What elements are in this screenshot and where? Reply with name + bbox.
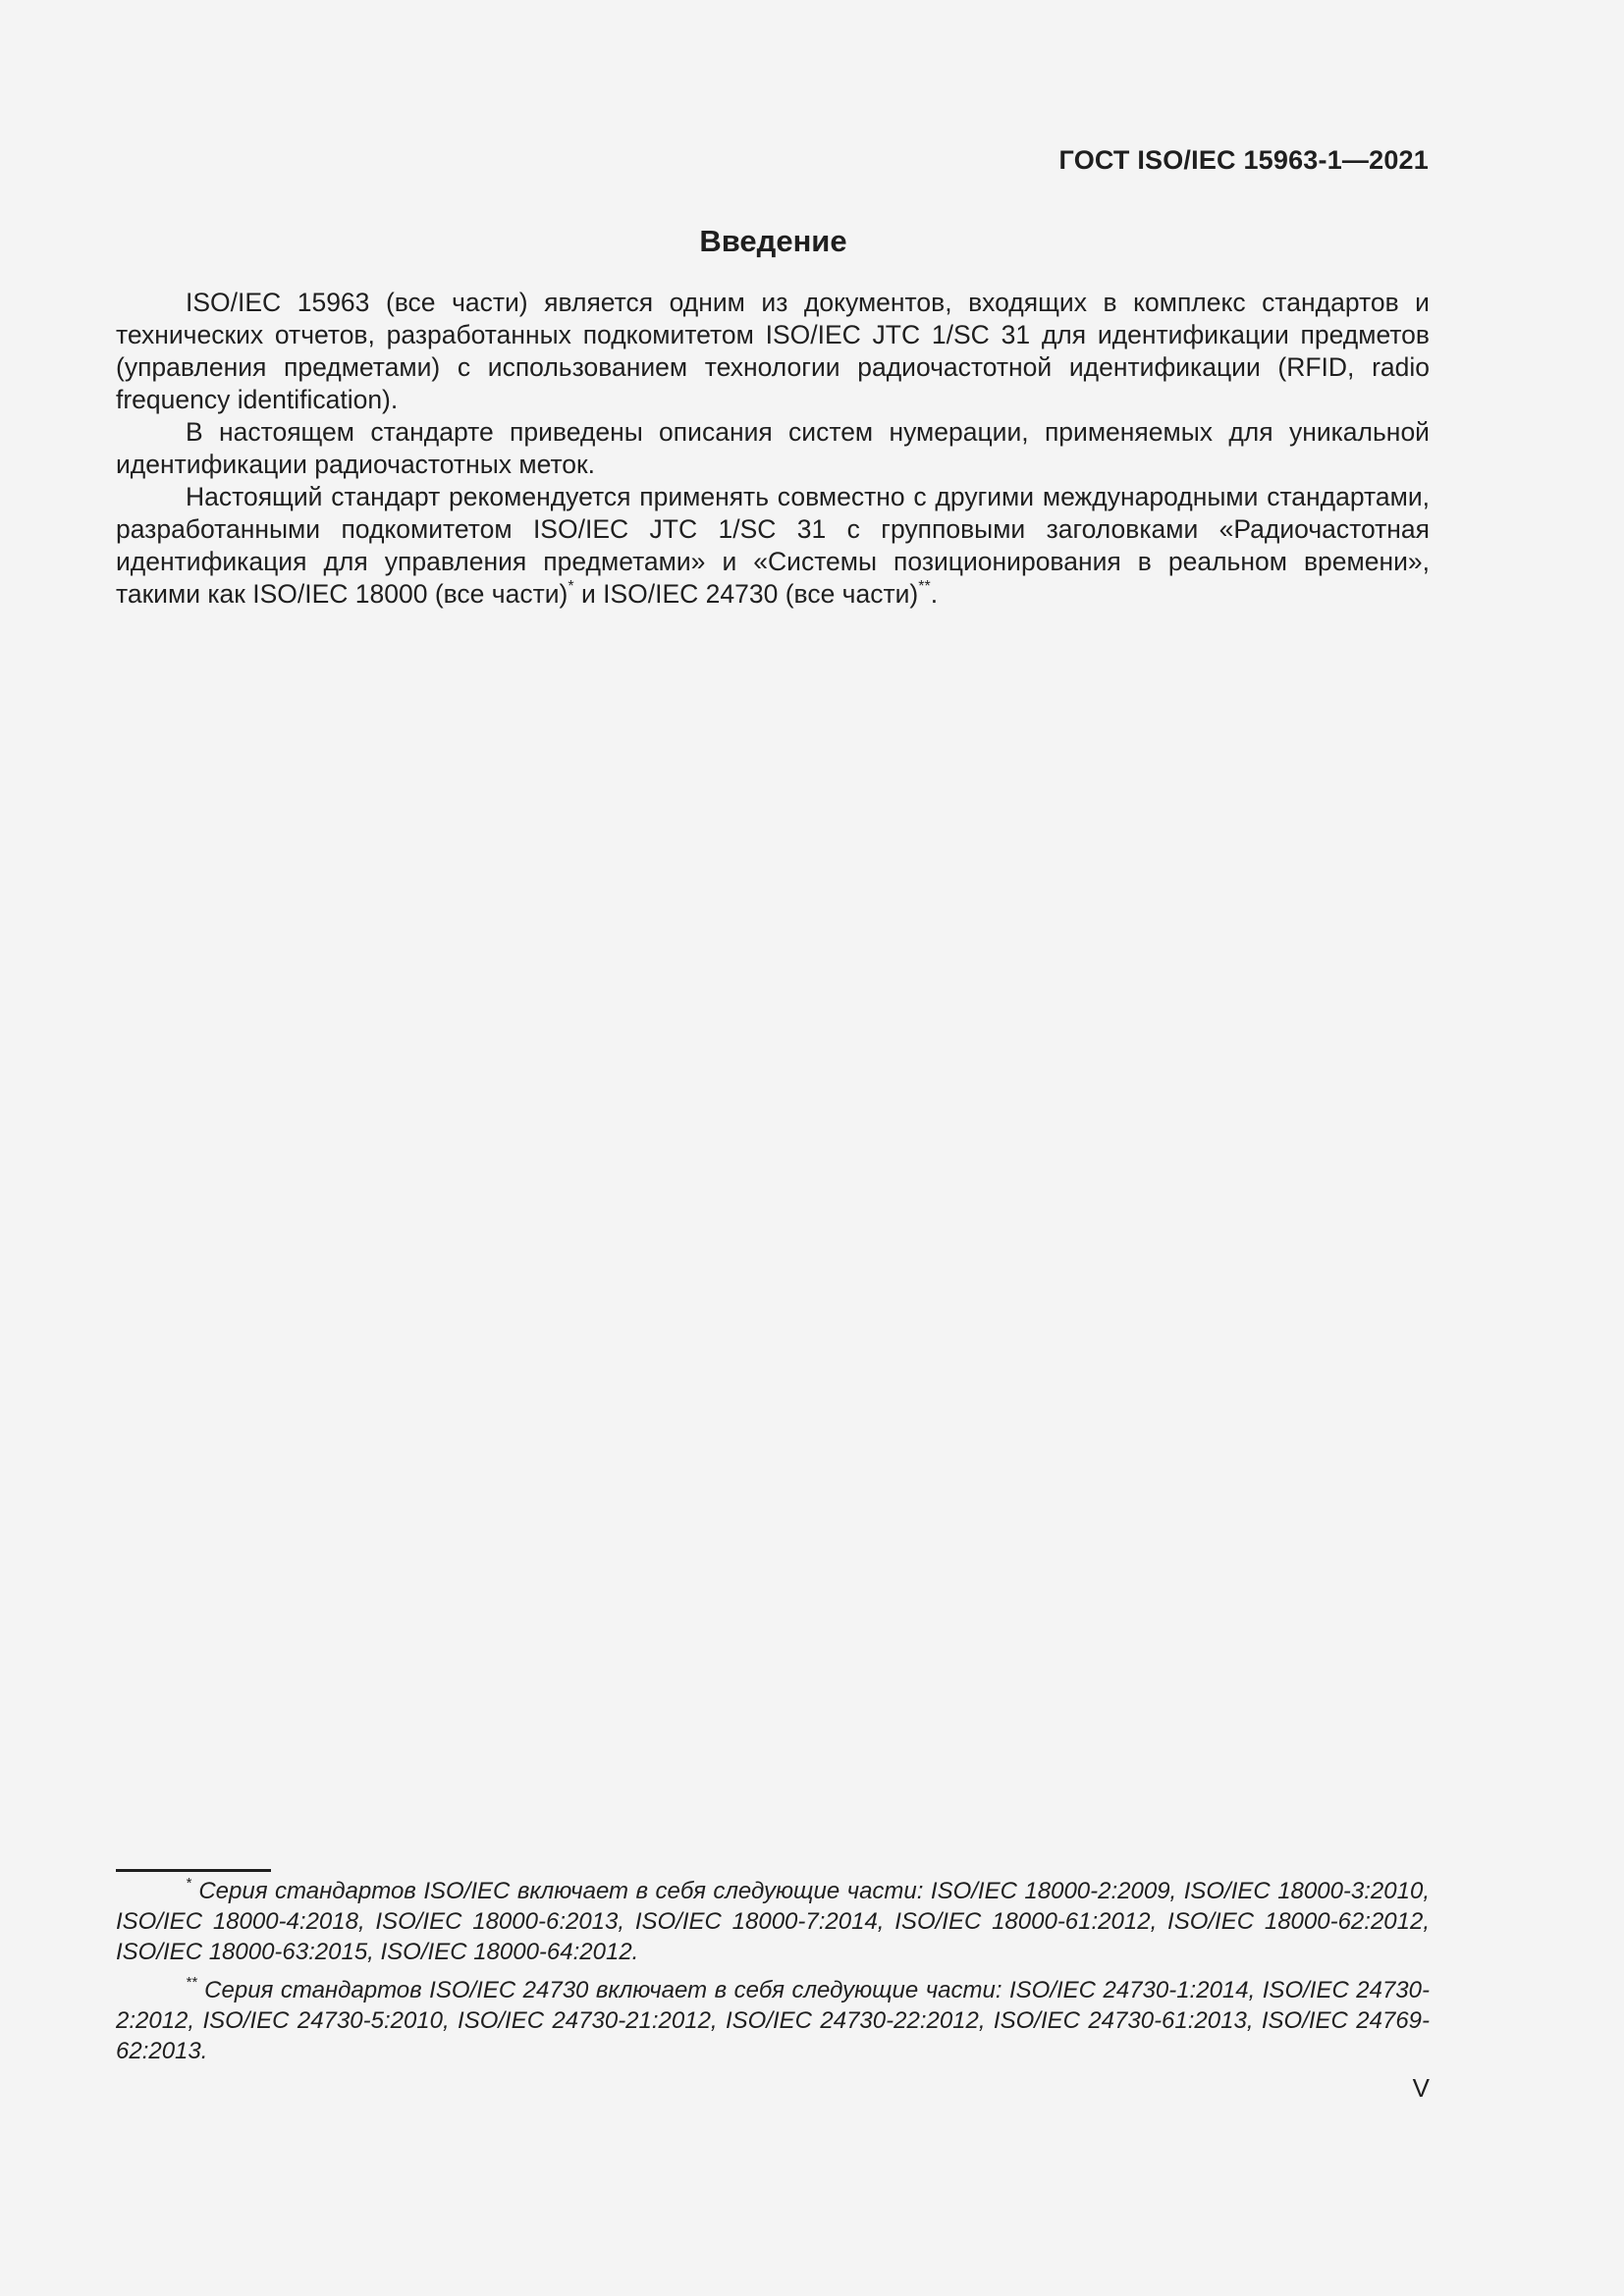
paragraph-3-main-text: Настоящий стандарт рекомендуется применять совместно с другими международными стандартами, разработанными подкомитетом ISO/IEC JTC 1/SC 31 с групповыми заголовками «Радиочастотная идентификация для управления предметами» и «Системы позиционирования в реальном времени», такими как ISO/IEC 18000 (все части) <box>116 482 1430 609</box>
body-text <box>116 287 1430 611</box>
footnote-divider <box>116 1869 271 1872</box>
paragraph-3-mid-text: и ISO/IEC 24730 (все части) <box>573 579 919 609</box>
footnote-2-text: Серия стандартов ISO/IEC 24730 включает в себя следующие части: ISO/IEC 24730-1:2014, ISO/IEC 24730-2:2012, ISO/IEC 24730-5:2010, ISO/IEC 24730-21:2012, ISO/IEC 24730-22:2012, ISO/IEC 24730-61:2013, ISO/IEC 24769-62:2013. <box>116 1977 1430 2064</box>
paragraph-3 <box>116 481 1430 611</box>
section-title: Введение <box>699 224 847 258</box>
footnote-1-marker: * <box>186 1875 191 1892</box>
footnote-2-marker: ** <box>186 1974 197 1991</box>
page-number: V <box>1412 2073 1430 2103</box>
footnote-ref-2: ** <box>918 578 931 595</box>
footnote-2 <box>116 1975 1430 2066</box>
footnotes <box>116 1876 1430 2074</box>
footnote-ref-1: * <box>568 578 574 595</box>
document-code: ГОСТ ISO/IEC 15963-1—2021 <box>1058 145 1429 175</box>
footnote-1-text: Серия стандартов ISO/IEC включает в себя следующие части: ISO/IEC 18000-2:2009, ISO/IEC 18000-3:2010, ISO/IEC 18000-4:2018, ISO/IEC 18000-6:2013, ISO/IEC 18000-7:2014, ISO/IEC 18000-61:2012, ISO/IEC 18000-62:2012, ISO/IEC 18000-63:2015, ISO/IEC 18000-64:2012. <box>116 1878 1430 1965</box>
footnote-1 <box>116 1876 1430 1967</box>
paragraph-3-end-text: . <box>930 579 939 609</box>
paragraph-2: В настоящем стандарте приведены описания систем нумерации, применяемых для уникальной идентификации радиочастотных меток. <box>116 417 1430 479</box>
paragraph-1: ISO/IEC 15963 (все части) является одним из документов, входящих в комплекс стандартов и технических отчетов, разработанных подкомитетом ISO/IEC JTC 1/SC 31 для идентификации предметов (управления предметами) с использованием технологии радиочастотной идентификации (RFID, radio frequency identification). <box>116 288 1430 414</box>
